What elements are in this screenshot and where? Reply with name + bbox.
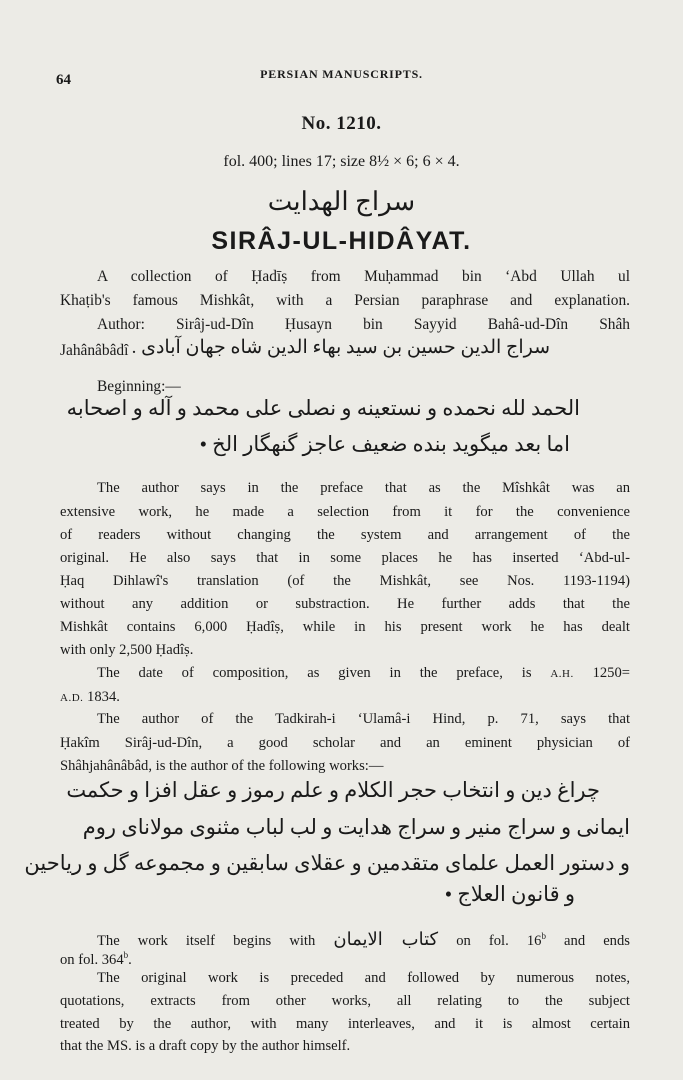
paragraph-line: The author says in the preface that as the Mîshkât was an	[97, 480, 630, 496]
paragraph-line: without any addition or substraction. He further adds that the	[60, 596, 630, 612]
beginning-label: Beginning:—	[97, 378, 181, 395]
title: SIRÂJ-UL-HIDÂYAT.	[211, 227, 472, 255]
beginning-persian: اما بعد میگوید بنده ضعیف عاجز گنهگار الخ •	[199, 432, 570, 456]
begins-text: The work itself begins with	[97, 933, 316, 949]
ends-sup: b	[123, 950, 129, 960]
ends-fol: on fol. 364	[60, 951, 124, 968]
paragraph-line: Mishkât contains 6,000 Ḥadîṣ, while in his present work he has dealt	[60, 619, 630, 635]
begins-line	[97, 929, 630, 950]
works-persian-line: و قانون العلاج •	[444, 882, 575, 906]
paragraph-line: extensive work, he made a selection from it for the convenience	[60, 504, 630, 520]
date-text: The date of composition, as given in the preface, is	[97, 665, 532, 681]
folio-info: fol. 400; lines 17; size 8½ × 6; 6 × 4.	[223, 153, 460, 170]
paragraph-line: The original work is preceded and followed by numerous notes,	[97, 970, 630, 986]
paragraph-line: Shâhjahânâbâd, is the author of the following works:—	[60, 758, 384, 774]
paragraph-line: quotations, extracts from other works, all relating to the subject	[60, 993, 630, 1009]
paragraph-line: The author of the Tadkirah-i ‘Ulamâ-i Hind, p. 71, says that	[97, 711, 630, 727]
paragraph-line: of readers without changing the system and arrangement of the	[60, 527, 630, 543]
running-head: PERSIAN MANUSCRIPTS.	[260, 67, 423, 81]
date-ah: A.H.	[550, 668, 574, 680]
begins-fol: on fol. 16	[456, 933, 542, 949]
date-line	[97, 665, 630, 682]
date-line-2	[60, 689, 630, 706]
paragraph-line: that the MS. is a draft copy by the author himself.	[60, 1038, 351, 1054]
entry-number: No. 1210.	[301, 113, 382, 134]
author-line: Author: Sirâj-ud-Dîn Ḥusayn bin Sayyid Bahâ-ud-Dîn Shâh	[97, 316, 630, 333]
ends-period: .	[128, 951, 132, 968]
begins-sup: b	[541, 931, 546, 942]
ends-line	[60, 950, 630, 969]
date-year-ah: 1250=	[592, 665, 630, 681]
page-number: 64	[56, 72, 71, 88]
begins-end-text: and ends	[564, 933, 630, 949]
author-name-persian: سراج الدین حسین بن سید بهاء الدین شاه جهان آبادی .	[131, 337, 550, 358]
author-name-latin: Jahânâbâdî	[60, 342, 129, 359]
date-ad: A.D.	[60, 692, 84, 704]
paragraph-line: with only 2,500 Ḥadîṣ.	[60, 642, 194, 658]
paragraph-line: original. He also says that in some places he has inserted ‘Abd-ul-	[60, 550, 630, 566]
description-line: Khaṭib's famous Mishkât, with a Persian paraphrase and explanation.	[60, 292, 630, 309]
paragraph-line: Ḥaq Dihlawî's translation (of the Mishkât, see Nos. 1193-1194)	[60, 573, 630, 589]
paragraph-line: Ḥakîm Sirâj-ud-Dîn, a good scholar and an eminent physician of	[60, 735, 630, 751]
beginning-persian: الحمد لله نحمده و نستعینه و نصلی علی محمد و آله و اصحابه	[66, 396, 580, 420]
paragraph-line: treated by the author, with many interleaves, and it is almost certain	[60, 1016, 630, 1032]
works-persian-line: چراغ دین و انتخاب حجر الکلام و علم رموز و عقل افزا و حکمت	[66, 778, 600, 802]
works-persian-line: ایمانی و سراج منیر و سراج هدایت و لب لباب مثنوی مولانای روم	[82, 815, 630, 839]
begins-persian: کتاب الایمان	[333, 929, 439, 949]
persian-title: سراج الهدایت	[267, 187, 416, 216]
description-line: A collection of Ḥadīṣ from Muḥammad bin ‘Abd Ullah ul	[97, 268, 630, 285]
works-persian-line: و دستور العمل علمای متقدمین و عقلای سابقین و مجموعه گل و ریاحین	[24, 851, 630, 875]
date-year-ad: 1834.	[87, 689, 120, 705]
